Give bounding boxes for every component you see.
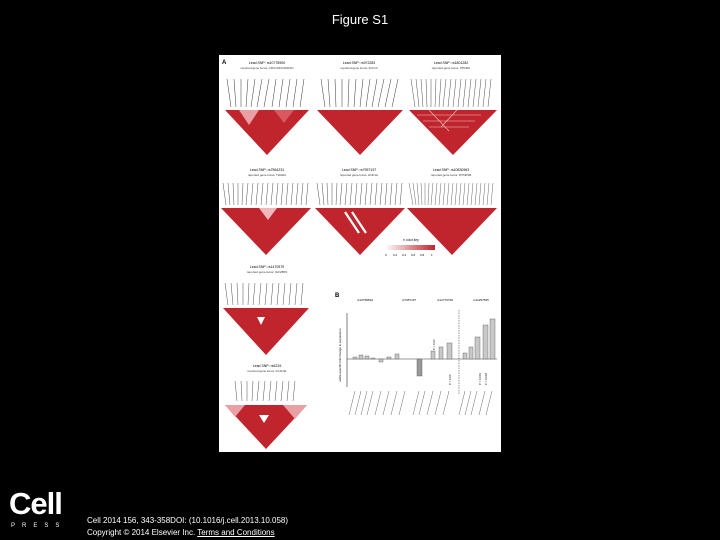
legend-title: r² color key bbox=[403, 238, 419, 242]
ld-panel-title: Lead SNP: rs10778900 bbox=[248, 61, 286, 65]
ld-panel-subtitle: reported gene locus: IGF2BP2 bbox=[246, 270, 288, 274]
legend-tick: 0.2 bbox=[393, 253, 398, 257]
citation-block bbox=[87, 515, 288, 539]
panel-b-pvalue: P = 0.04 bbox=[448, 374, 452, 385]
ld-panel-title: Lead SNP: rs10830963 bbox=[432, 168, 470, 172]
legend-tick: 0 bbox=[385, 253, 387, 257]
panel-b-header: rs10758593 bbox=[357, 298, 373, 302]
panel-b-ylabel: allele-specific fold change in expression bbox=[338, 328, 342, 382]
ld-panel-3 bbox=[409, 61, 497, 155]
cell-press-subtitle: PRESS bbox=[11, 523, 67, 529]
terms-link[interactable]: Terms and Conditions bbox=[197, 528, 275, 537]
ld-panel-4 bbox=[221, 168, 311, 255]
ld-panel-8 bbox=[225, 364, 307, 449]
legend-bar bbox=[385, 245, 435, 250]
ld-panel-title: Lead SNP: rs1470579 bbox=[249, 265, 285, 269]
citation-text: Cell 2014 156, 343-358DOI: (10.1016/j.cell.2013.10.058) bbox=[87, 516, 289, 525]
ld-panel-title: Lead SNP: rs7957197 bbox=[341, 168, 377, 172]
panel-b-pvalue: P = 0.001 bbox=[478, 372, 482, 385]
cell-press-logo: Cell bbox=[9, 486, 62, 521]
ld-panel-7 bbox=[223, 265, 309, 355]
ld-panel-subtitle: reported gene locus: KCNJ11 bbox=[247, 369, 287, 373]
legend-tick: 0.6 bbox=[411, 253, 416, 257]
ld-panel-subtitle: reported gene locus: HNF1A bbox=[339, 173, 379, 177]
legend-tick: 1 bbox=[431, 253, 433, 257]
ld-panel-1 bbox=[225, 61, 309, 155]
slide-title: Figure S1 bbox=[331, 12, 389, 27]
panel-a-label: A bbox=[222, 60, 227, 66]
copyright-line bbox=[87, 527, 288, 539]
figure-image bbox=[219, 55, 501, 452]
ld-panel-subtitle: reported gene locus: KLF14 bbox=[340, 66, 378, 70]
panel-b-header: rs7957197 bbox=[401, 298, 417, 302]
ld-panel-5 bbox=[315, 168, 405, 255]
panel-b-header: rs11257655 bbox=[473, 298, 489, 302]
ld-panel-title: Lead SNP: rs5215 bbox=[252, 364, 282, 368]
ld-panel-6 bbox=[407, 168, 497, 255]
ld-panel-subtitle: reported gene locus: THADA bbox=[247, 173, 287, 177]
copyright-text: Copyright © 2014 Elsevier Inc. bbox=[87, 528, 196, 537]
panel-b-chart bbox=[335, 293, 497, 415]
ld-panel-subtitle: reported gene locus: CDC123/CAMK1D bbox=[240, 66, 294, 70]
legend-tick: 0.4 bbox=[402, 253, 407, 257]
ld-panel-title: Lead SNP: rs972283 bbox=[342, 61, 376, 65]
ld-panel-subtitle: reported gene locus: MTNR1B bbox=[430, 173, 472, 177]
legend-tick: 0.8 bbox=[420, 253, 425, 257]
panel-b-pvalue: P = 0.003 bbox=[484, 372, 488, 385]
panel-b-pvalue: P = 0.03 bbox=[432, 339, 436, 350]
figure-svg bbox=[219, 55, 501, 452]
r2-legend bbox=[385, 238, 435, 257]
ld-panel-title: Lead SNP: rs1801282 bbox=[433, 61, 469, 65]
panel-b-header: rs12779790 bbox=[437, 298, 453, 302]
ld-panel-2 bbox=[317, 61, 403, 155]
panel-b-label: B bbox=[335, 293, 340, 299]
ld-panel-subtitle: reported gene locus: PPARG bbox=[431, 66, 471, 70]
ld-panel-title: Lead SNP: rs7564231 bbox=[249, 168, 285, 172]
